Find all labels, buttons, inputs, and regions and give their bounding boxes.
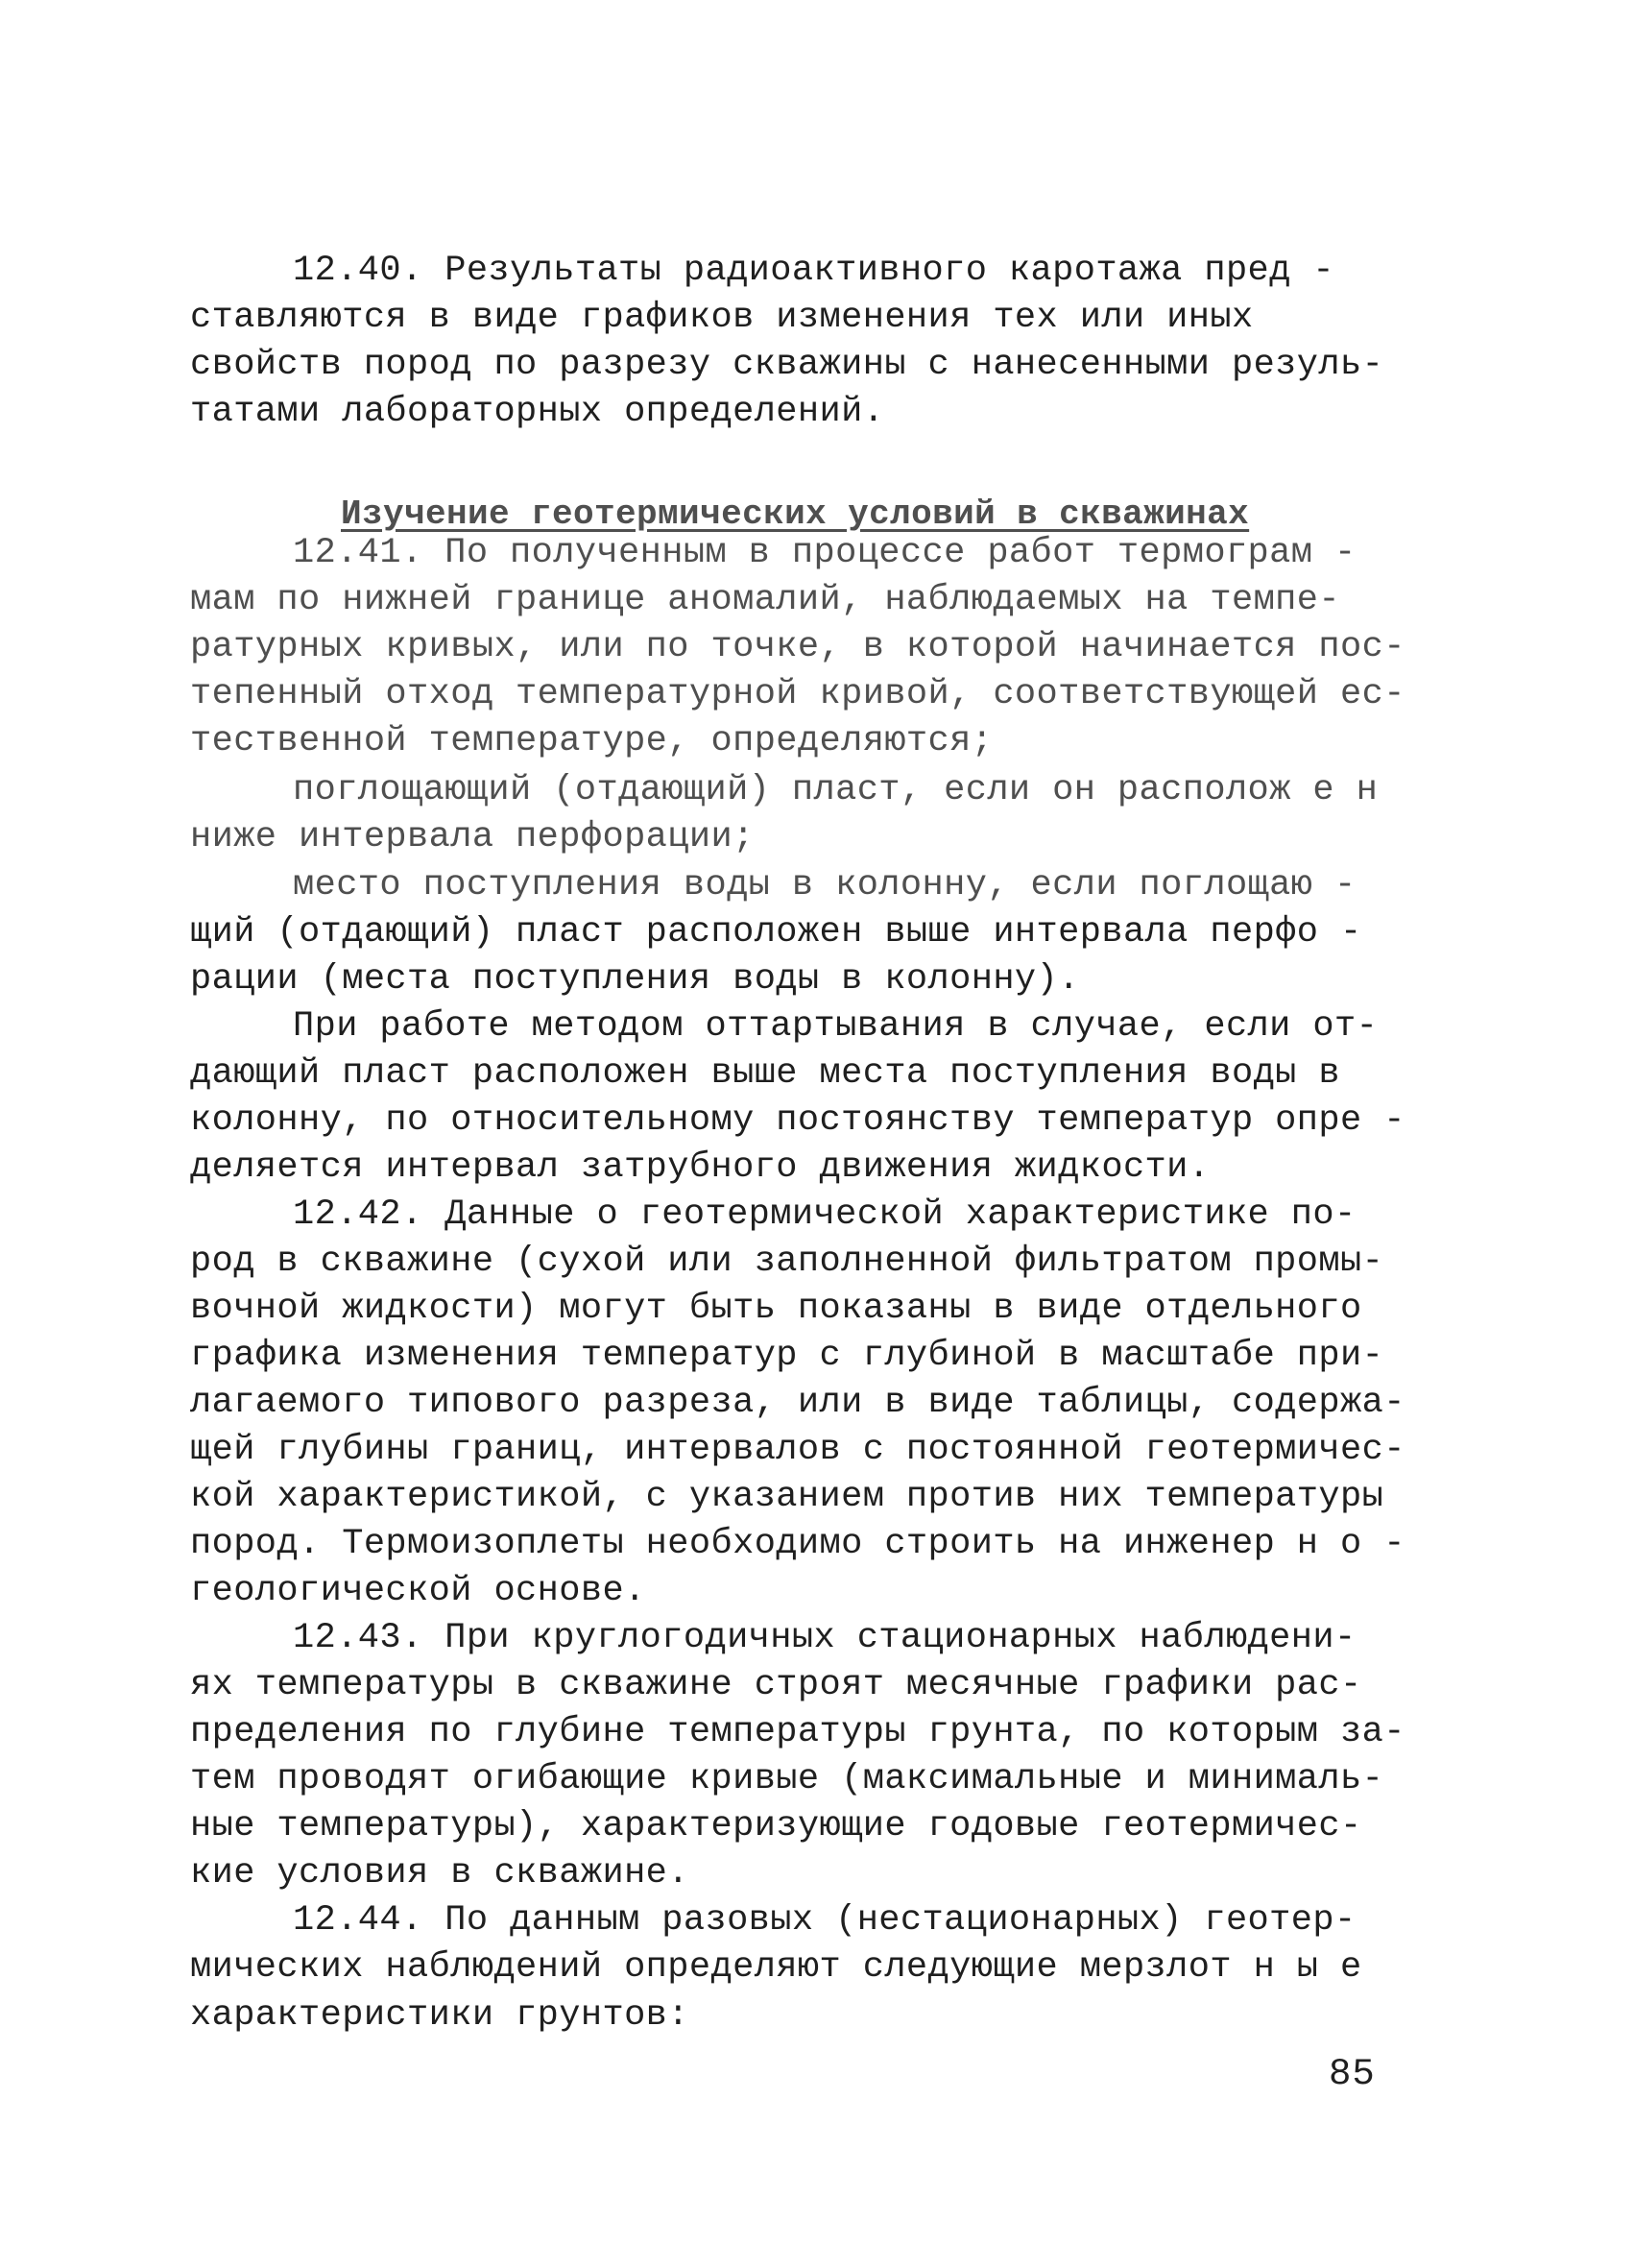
paragraph-line: род в скважине (сухой или заполненной фильтратом промы- <box>190 1242 1384 1282</box>
paragraph-line: мам по нижней границе аномалий, наблюдаемых на темпе- <box>190 580 1340 620</box>
paragraph-line: характеристики грунтов: <box>190 1995 689 2036</box>
paragraph-line: место поступления воды в колонну, если поглощаю - <box>293 865 1357 905</box>
paragraph-line: вочной жидкости) могут быть показаны в виде отдельного <box>190 1289 1362 1329</box>
paragraph-line: кой характеристикой, с указанием против них температуры <box>190 1477 1384 1517</box>
paragraph-line: щий (отдающий) пласт расположен выше интервала перфо - <box>190 912 1362 953</box>
page-number: 85 <box>1329 2053 1376 2095</box>
paragraph-line: ратурных кривых, или по точке, в которой начинается пос- <box>190 627 1405 667</box>
paragraph-line: тем проводят огибающие кривые (максимальные и минималь- <box>190 1759 1384 1799</box>
paragraph-line: 12.44. По данным разовых (нестационарных) геотер- <box>293 1900 1357 1941</box>
paragraph-line: лагаемого типового разреза, или в виде таблицы, содержа- <box>190 1383 1405 1423</box>
paragraph-line: деляется интервал затрубного движения жидкости. <box>190 1147 1211 1188</box>
paragraph-line: дающий пласт расположен выше места поступления воды в <box>190 1053 1340 1094</box>
paragraph-line: 12.40. Результаты радиоактивного каротажа пред - <box>293 251 1334 291</box>
paragraph-line: колонну, по относительному постоянству температур опре - <box>190 1100 1405 1141</box>
paragraph-line: ниже интервала перфорации; <box>190 817 755 857</box>
paragraph-line: геологической основе. <box>190 1571 646 1611</box>
paragraph-line: свойств пород по разрезу скважины с нанесенными резуль- <box>190 345 1384 385</box>
paragraph-line: татами лабораторных определений. <box>190 392 885 432</box>
paragraph-line: щей глубины границ, интервалов с постоянной геотермичес- <box>190 1430 1405 1470</box>
paragraph-line: При работе методом оттартывания в случае, если от- <box>293 1006 1379 1047</box>
paragraph-line: 12.42. Данные о геотермической характеристике по- <box>293 1194 1357 1235</box>
paragraph-line: тепенный отход температурной кривой, соответствующей ес- <box>190 674 1405 714</box>
paragraph-line: ставляются в виде графиков изменения тех или иных <box>190 298 1254 338</box>
paragraph-line: 12.41. По полученным в процессе работ термограм - <box>293 533 1357 573</box>
paragraph-line: рации (места поступления воды в колонну). <box>190 959 1080 1000</box>
paragraph-line: кие условия в скважине. <box>190 1853 689 1894</box>
paragraph-line: пределения по глубине температуры грунта, по которым за- <box>190 1712 1405 1752</box>
paragraph-line: мических наблюдений определяют следующие мерзлот н ы е <box>190 1947 1362 1988</box>
paragraph-line: 12.43. При круглогодичных стационарных наблюдени- <box>293 1618 1357 1658</box>
paragraph-line: ные температуры), характеризующие годовые геотермичес- <box>190 1806 1362 1846</box>
paragraph-line: пород. Термоизоплеты необходимо строить на инженер н о - <box>190 1524 1405 1564</box>
paragraph-line: ях температуры в скважине строят месячные графики рас- <box>190 1665 1362 1705</box>
section-heading: Изучение геотермических условий в скважинах <box>341 494 1250 534</box>
paragraph-line: тественной температуре, определяются; <box>190 721 994 761</box>
paragraph-line: графика изменения температур с глубиной в масштабе при- <box>190 1336 1384 1376</box>
paragraph-line: поглощающий (отдающий) пласт, если он располож е н <box>293 770 1379 810</box>
